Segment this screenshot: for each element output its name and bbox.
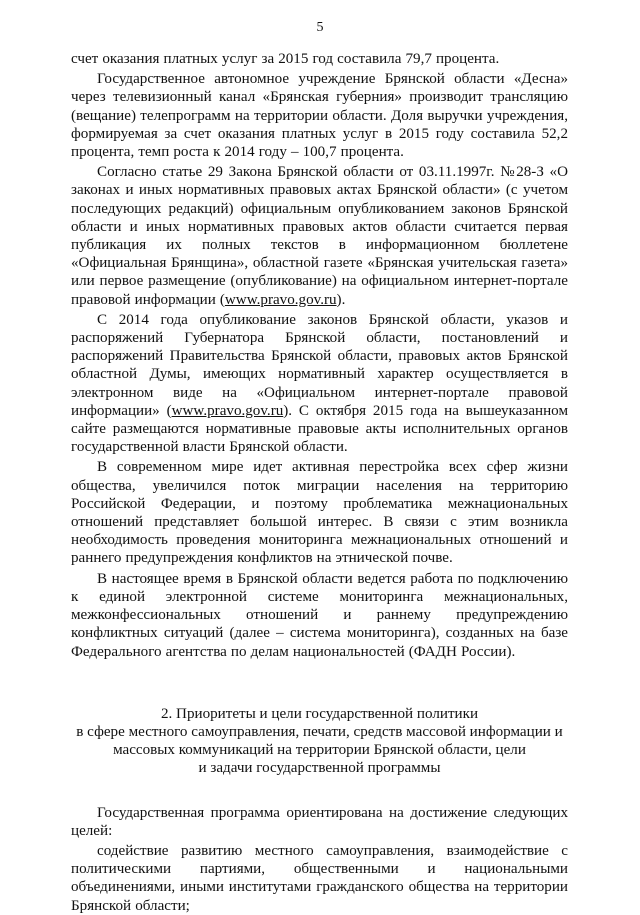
paragraph-4-text: С 2014 года опубликование законов Брянской области, указов и распоряжений Губернатора Брянской области, постановлений и распоряжений Правительства Брянской области, правовых актов Брянской областной Думы, имеющих нормативный характер осуществляется в электронном виде на «Официальном интернет-портале правовой информации» ( <box>71 311 568 419</box>
document-body <box>71 50 568 915</box>
paragraph-8: содействие развитию местного самоуправления, взаимодействие с политическими партиями, общественными и национальными объединениями, иными институтами гражданского общества на территории Брянской области; <box>71 842 568 914</box>
heading-line-1: 2. Приоритеты и цели государственной политики <box>160 705 479 722</box>
paragraph-2: Государственное автономное учреждение Брянской области «Десна» через телевизионный канал «Брянская губерния» производит трансляцию (вещание) телепрограмм на территории области. Доля выручки учреждения, формируемая за счет оказания платных услуг в 2015 году составила 52,2 процента, темп роста к 2014 году – 100,7 процента. <box>71 71 568 161</box>
heading-line-3: массовых коммуникаций на территории Брянской области, цели <box>113 742 526 759</box>
paragraph-3-tail: ). <box>336 291 346 308</box>
paragraph-4 <box>71 311 568 457</box>
pravo-link-2[interactable]: www.pravo.gov.ru <box>171 402 284 419</box>
paragraph-6: В настоящее время в Брянской области ведется работа по подключению к единой электронной системе мониторинга межнациональных, межконфессиональных отношений и раннему предупреждению конфликтных ситуаций (далее – система мониторинга), созданных на базе Федерального агентства по делам национальностей (ФАДН России). <box>71 570 568 660</box>
page-number: 5 <box>316 20 324 35</box>
paragraph-4-tail: ). С октября 2015 года на вышеуказанном сайте размещаются нормативные правовые акты исполнительных органов государственной власти Брянской области. <box>71 402 568 456</box>
paragraph-5: В современном мире идет активная перестройка всех сфер жизни общества, увеличился поток миграции населения на территорию Российской Федерации, и поэтому проблематика межнациональных отношений представляет большой интерес. В связи с этим возникла необходимость проведения мониторинга межнациональных отношений и раннего предупреждения конфликтов на этнической почве. <box>71 459 568 567</box>
pravo-link-1[interactable]: www.pravo.gov.ru <box>224 291 337 308</box>
heading-line-2: в сфере местного самоуправления, печати, средств массовой информации и <box>76 723 563 740</box>
paragraph-1: счет оказания платных услуг за 2015 год составила 79,7 процента. <box>71 51 500 67</box>
paragraph-3 <box>71 163 568 309</box>
section-heading <box>71 705 568 778</box>
paragraph-7: Государственная программа ориентирована на достижение следующих целей: <box>71 804 568 839</box>
paragraph-3-text: Согласно статье 29 Закона Брянской области от 03.11.1997г. №28-З «О законах и иных нормативных правовых актах Брянской области» (с учетом последующих редакций) официальным опубликованием законов Брянской области и иных нормативных правовых актов области считается первая публикация их полных текстов в информационном бюллетене «Официальная Брянщина», областной газете «Брянская учительская газета» или первое размещение (опубликование) на официальном интернет-портале правовой информации ( <box>71 164 568 308</box>
heading-line-4: и задачи государственной программы <box>198 760 441 777</box>
